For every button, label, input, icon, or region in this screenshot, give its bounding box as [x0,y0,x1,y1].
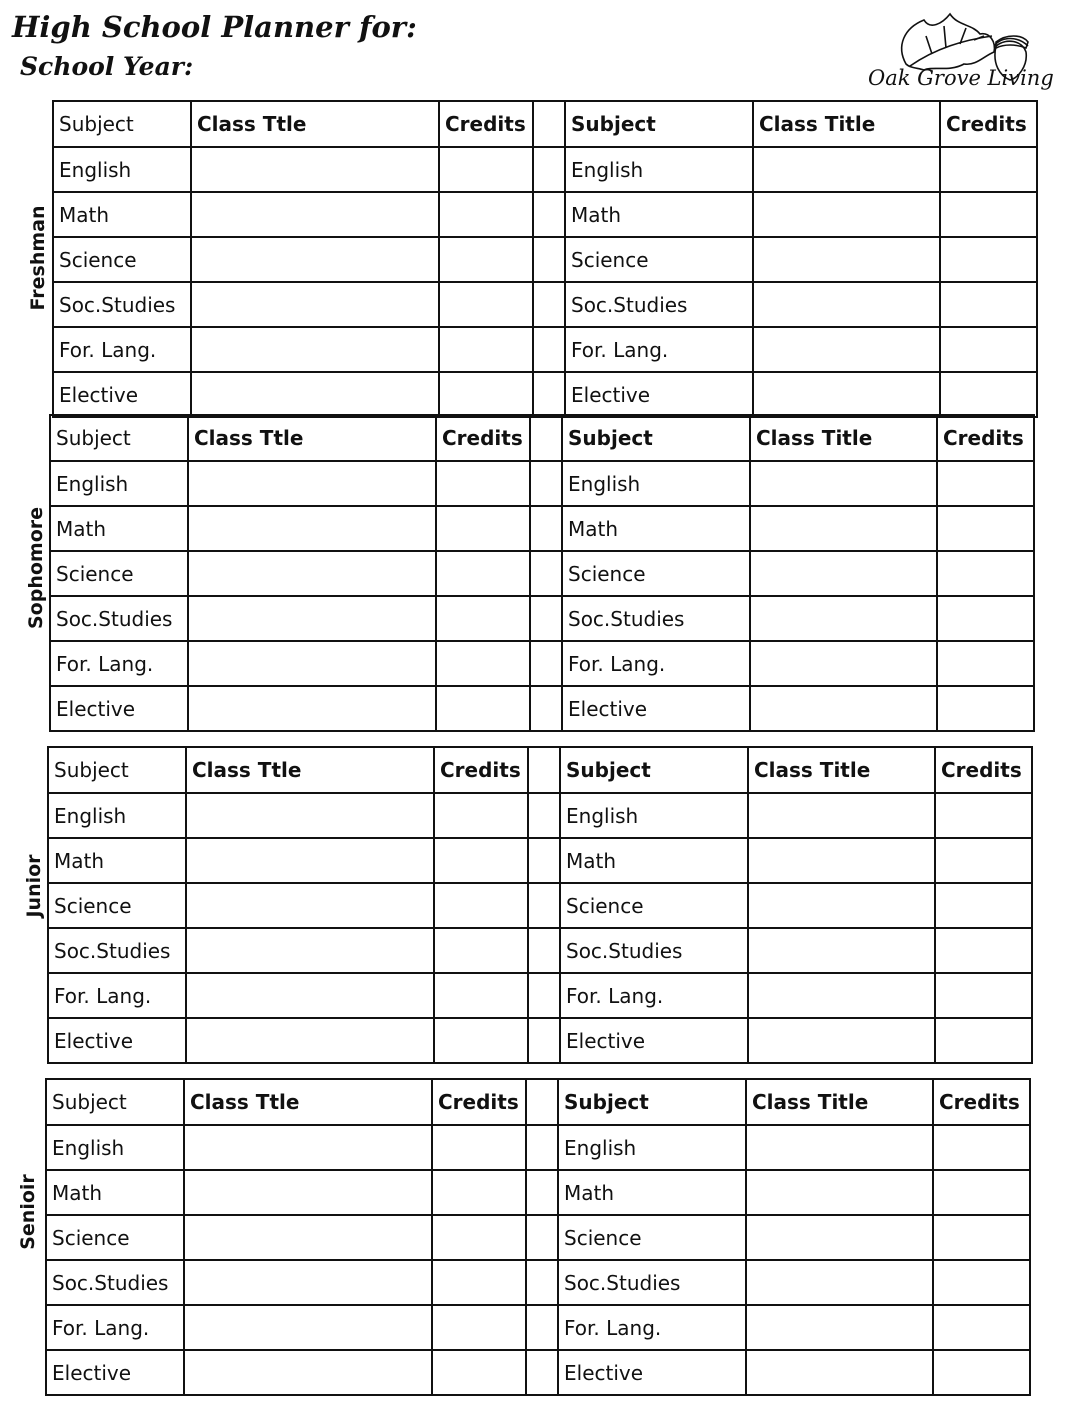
credits-input-cell[interactable] [439,327,533,372]
subject-cell: For. Lang. [565,327,753,372]
class-title-input-cell[interactable] [186,883,434,928]
column-gap [528,838,560,883]
class-title-input-cell[interactable] [746,1350,933,1395]
table-row [46,1350,1030,1395]
column-gap [530,641,562,686]
subject-cell: Soc.Studies [562,596,750,641]
class-title-input-cell[interactable] [753,372,940,417]
credits-input-cell[interactable] [935,973,1032,1018]
class-title-input-cell[interactable] [186,928,434,973]
header-row [53,101,1037,147]
subject-cell: Math [560,838,748,883]
year-label: Sophomore [25,506,47,630]
column-gap [530,461,562,506]
subject-cell: Science [50,551,188,596]
column-gap [530,415,562,461]
subject-cell: Soc.Studies [558,1260,746,1305]
table-row [50,506,1034,551]
credits-input-cell[interactable] [935,838,1032,883]
class-title-input-cell[interactable] [191,147,439,192]
column-gap [528,793,560,838]
class-title-input-cell[interactable] [746,1125,933,1170]
credits-input-cell[interactable] [933,1260,1030,1305]
subject-cell: Science [558,1215,746,1260]
table-row [46,1215,1030,1260]
column-header-class-title: Class Title [748,747,935,793]
column-gap [528,747,560,793]
column-gap [533,282,565,327]
column-gap [533,237,565,282]
subject-cell: Math [48,838,186,883]
class-title-input-cell[interactable] [753,192,940,237]
class-title-input-cell[interactable] [753,237,940,282]
subject-cell: English [48,793,186,838]
credits-input-cell[interactable] [937,461,1034,506]
planner-table [47,746,1033,1064]
class-title-input-cell[interactable] [750,596,937,641]
subject-cell: Science [48,883,186,928]
credits-input-cell[interactable] [432,1260,526,1305]
subject-cell: English [50,461,188,506]
class-title-input-cell[interactable] [748,973,935,1018]
class-title-input-cell[interactable] [746,1170,933,1215]
column-header-class-title: Class Ttle [184,1079,432,1125]
column-gap [533,192,565,237]
class-title-input-cell[interactable] [191,282,439,327]
credits-input-cell[interactable] [436,551,530,596]
column-header-subject: Subject [558,1079,746,1125]
column-header-credits: Credits [933,1079,1030,1125]
class-title-input-cell[interactable] [184,1305,432,1350]
subject-cell: Elective [50,686,188,731]
subject-cell: English [562,461,750,506]
credits-input-cell[interactable] [933,1350,1030,1395]
logo-text: Oak Grove Living [868,66,1054,90]
class-title-input-cell[interactable] [188,551,436,596]
class-title-input-cell[interactable] [191,372,439,417]
subject-cell: Math [562,506,750,551]
column-gap [526,1215,558,1260]
credits-input-cell[interactable] [937,551,1034,596]
column-gap [526,1125,558,1170]
class-title-input-cell[interactable] [184,1125,432,1170]
class-title-input-cell[interactable] [186,793,434,838]
class-title-input-cell[interactable] [748,928,935,973]
column-gap [526,1170,558,1215]
column-gap [533,327,565,372]
table-row [46,1125,1030,1170]
column-header-subject: Subject [565,101,753,147]
table-row [53,192,1037,237]
subject-cell: Soc.Studies [46,1260,184,1305]
page-title: High School Planner for: [12,10,417,44]
credits-input-cell[interactable] [436,686,530,731]
credits-input-cell[interactable] [940,282,1037,327]
class-title-input-cell[interactable] [184,1260,432,1305]
column-header-subject: Subject [562,415,750,461]
table-row [46,1170,1030,1215]
credits-input-cell[interactable] [432,1170,526,1215]
year-label: Junior [23,854,45,918]
subject-cell: English [53,147,191,192]
year-label: Freshman [27,205,49,311]
column-header-credits: Credits [434,747,528,793]
column-gap [528,1018,560,1063]
class-title-input-cell[interactable] [188,686,436,731]
subject-cell: Science [46,1215,184,1260]
subject-cell: Soc.Studies [50,596,188,641]
credits-input-cell[interactable] [937,686,1034,731]
table-row [48,883,1032,928]
column-header-class-title: Class Ttle [191,101,439,147]
credits-input-cell[interactable] [434,928,528,973]
class-title-input-cell[interactable] [186,973,434,1018]
class-title-input-cell[interactable] [753,327,940,372]
column-gap [533,147,565,192]
class-title-input-cell[interactable] [188,641,436,686]
planner-table [45,1078,1031,1396]
table-row [50,641,1034,686]
column-header-credits: Credits [439,101,533,147]
subject-cell: Math [46,1170,184,1215]
column-header-credits: Credits [935,747,1032,793]
table-row [50,461,1034,506]
table-row [53,237,1037,282]
credits-input-cell[interactable] [940,372,1037,417]
column-gap [526,1079,558,1125]
class-title-input-cell[interactable] [184,1350,432,1395]
class-title-input-cell[interactable] [750,461,937,506]
subject-cell: Science [562,551,750,596]
class-title-input-cell[interactable] [746,1260,933,1305]
credits-input-cell[interactable] [933,1170,1030,1215]
subject-cell: Elective [558,1350,746,1395]
subject-cell: Elective [562,686,750,731]
column-header-class-title: Class Title [750,415,937,461]
school-year-label: School Year: [20,52,194,81]
column-gap [533,101,565,147]
subject-cell: English [46,1125,184,1170]
class-title-input-cell[interactable] [188,461,436,506]
table-row [48,973,1032,1018]
column-header-class-title: Class Ttle [188,415,436,461]
credits-input-cell[interactable] [933,1125,1030,1170]
subject-cell: English [565,147,753,192]
subject-cell: Math [558,1170,746,1215]
column-header-credits: Credits [432,1079,526,1125]
table-row [50,596,1034,641]
class-title-input-cell[interactable] [753,147,940,192]
credits-input-cell[interactable] [436,596,530,641]
subject-cell: Soc.Studies [48,928,186,973]
credits-input-cell[interactable] [937,506,1034,551]
year-label: Senioir [17,1174,39,1250]
planner-table [52,100,1038,418]
column-header-subject: Subject [560,747,748,793]
subject-cell: Science [560,883,748,928]
credits-input-cell[interactable] [940,237,1037,282]
credits-input-cell[interactable] [434,1018,528,1063]
class-title-input-cell[interactable] [746,1215,933,1260]
column-gap [530,551,562,596]
class-title-input-cell[interactable] [186,1018,434,1063]
credits-input-cell[interactable] [439,147,533,192]
class-title-input-cell[interactable] [748,883,935,928]
credits-input-cell[interactable] [432,1350,526,1395]
credits-input-cell[interactable] [940,192,1037,237]
column-gap [526,1260,558,1305]
column-gap [530,506,562,551]
column-gap [526,1305,558,1350]
table-row [50,686,1034,731]
column-gap [533,372,565,417]
credits-input-cell[interactable] [434,973,528,1018]
class-title-input-cell[interactable] [746,1305,933,1350]
credits-input-cell[interactable] [940,147,1037,192]
subject-cell: Soc.Studies [560,928,748,973]
credits-input-cell[interactable] [432,1305,526,1350]
column-header-class-title: Class Title [746,1079,933,1125]
class-title-input-cell[interactable] [750,641,937,686]
subject-cell: Science [53,237,191,282]
header-row [48,747,1032,793]
class-title-input-cell[interactable] [753,282,940,327]
planner-table [49,414,1035,732]
subject-cell: Elective [46,1350,184,1395]
subject-cell: Math [50,506,188,551]
credits-input-cell[interactable] [432,1125,526,1170]
class-title-input-cell[interactable] [748,838,935,883]
credits-input-cell[interactable] [434,883,528,928]
column-header-class-title: Class Ttle [186,747,434,793]
class-title-input-cell[interactable] [184,1170,432,1215]
column-header-subject: Subject [46,1079,184,1125]
class-title-input-cell[interactable] [748,1018,935,1063]
column-gap [528,973,560,1018]
subject-cell: For. Lang. [46,1305,184,1350]
credits-input-cell[interactable] [432,1215,526,1260]
credits-input-cell[interactable] [935,793,1032,838]
column-gap [528,883,560,928]
subject-cell: Science [565,237,753,282]
credits-input-cell[interactable] [439,192,533,237]
column-gap [530,686,562,731]
table-row [53,147,1037,192]
credits-input-cell[interactable] [935,928,1032,973]
credits-input-cell[interactable] [935,1018,1032,1063]
credits-input-cell[interactable] [439,372,533,417]
credits-input-cell[interactable] [940,327,1037,372]
class-title-input-cell[interactable] [191,327,439,372]
class-title-input-cell[interactable] [186,838,434,883]
column-header-credits: Credits [436,415,530,461]
subject-cell: For. Lang. [558,1305,746,1350]
column-header-credits: Credits [937,415,1034,461]
column-header-subject: Subject [53,101,191,147]
subject-cell: Math [53,192,191,237]
table-row [50,551,1034,596]
credits-input-cell[interactable] [935,883,1032,928]
subject-cell: For. Lang. [562,641,750,686]
table-row [48,838,1032,883]
credits-input-cell[interactable] [933,1215,1030,1260]
class-title-input-cell[interactable] [750,686,937,731]
subject-cell: For. Lang. [50,641,188,686]
credits-input-cell[interactable] [436,461,530,506]
subject-cell: For. Lang. [48,973,186,1018]
class-title-input-cell[interactable] [191,192,439,237]
table-row [53,327,1037,372]
class-title-input-cell[interactable] [750,506,937,551]
subject-cell: For. Lang. [53,327,191,372]
subject-cell: Elective [565,372,753,417]
column-gap [530,596,562,641]
table-row [46,1305,1030,1350]
table-row [48,1018,1032,1063]
credits-input-cell[interactable] [439,237,533,282]
subject-cell: Elective [48,1018,186,1063]
subject-cell: For. Lang. [560,973,748,1018]
logo [846,6,1056,98]
table-row [48,928,1032,973]
column-header-subject: Subject [48,747,186,793]
credits-input-cell[interactable] [937,641,1034,686]
header-row [50,415,1034,461]
class-title-input-cell[interactable] [184,1215,432,1260]
subject-cell: Elective [560,1018,748,1063]
subject-cell: Soc.Studies [53,282,191,327]
subject-cell: Soc.Studies [565,282,753,327]
subject-cell: Elective [53,372,191,417]
class-title-input-cell[interactable] [188,506,436,551]
credits-input-cell[interactable] [933,1305,1030,1350]
table-row [46,1260,1030,1305]
class-title-input-cell[interactable] [750,551,937,596]
credits-input-cell[interactable] [436,641,530,686]
credits-input-cell[interactable] [436,506,530,551]
class-title-input-cell[interactable] [191,237,439,282]
class-title-input-cell[interactable] [748,793,935,838]
table-row [53,372,1037,417]
column-header-subject: Subject [50,415,188,461]
column-header-class-title: Class Title [753,101,940,147]
column-header-credits: Credits [940,101,1037,147]
class-title-input-cell[interactable] [188,596,436,641]
credits-input-cell[interactable] [937,596,1034,641]
column-gap [528,928,560,973]
credits-input-cell[interactable] [434,838,528,883]
subject-cell: Math [565,192,753,237]
column-gap [526,1350,558,1395]
credits-input-cell[interactable] [439,282,533,327]
subject-cell: English [560,793,748,838]
table-row [48,793,1032,838]
header-row [46,1079,1030,1125]
subject-cell: English [558,1125,746,1170]
table-row [53,282,1037,327]
credits-input-cell[interactable] [434,793,528,838]
